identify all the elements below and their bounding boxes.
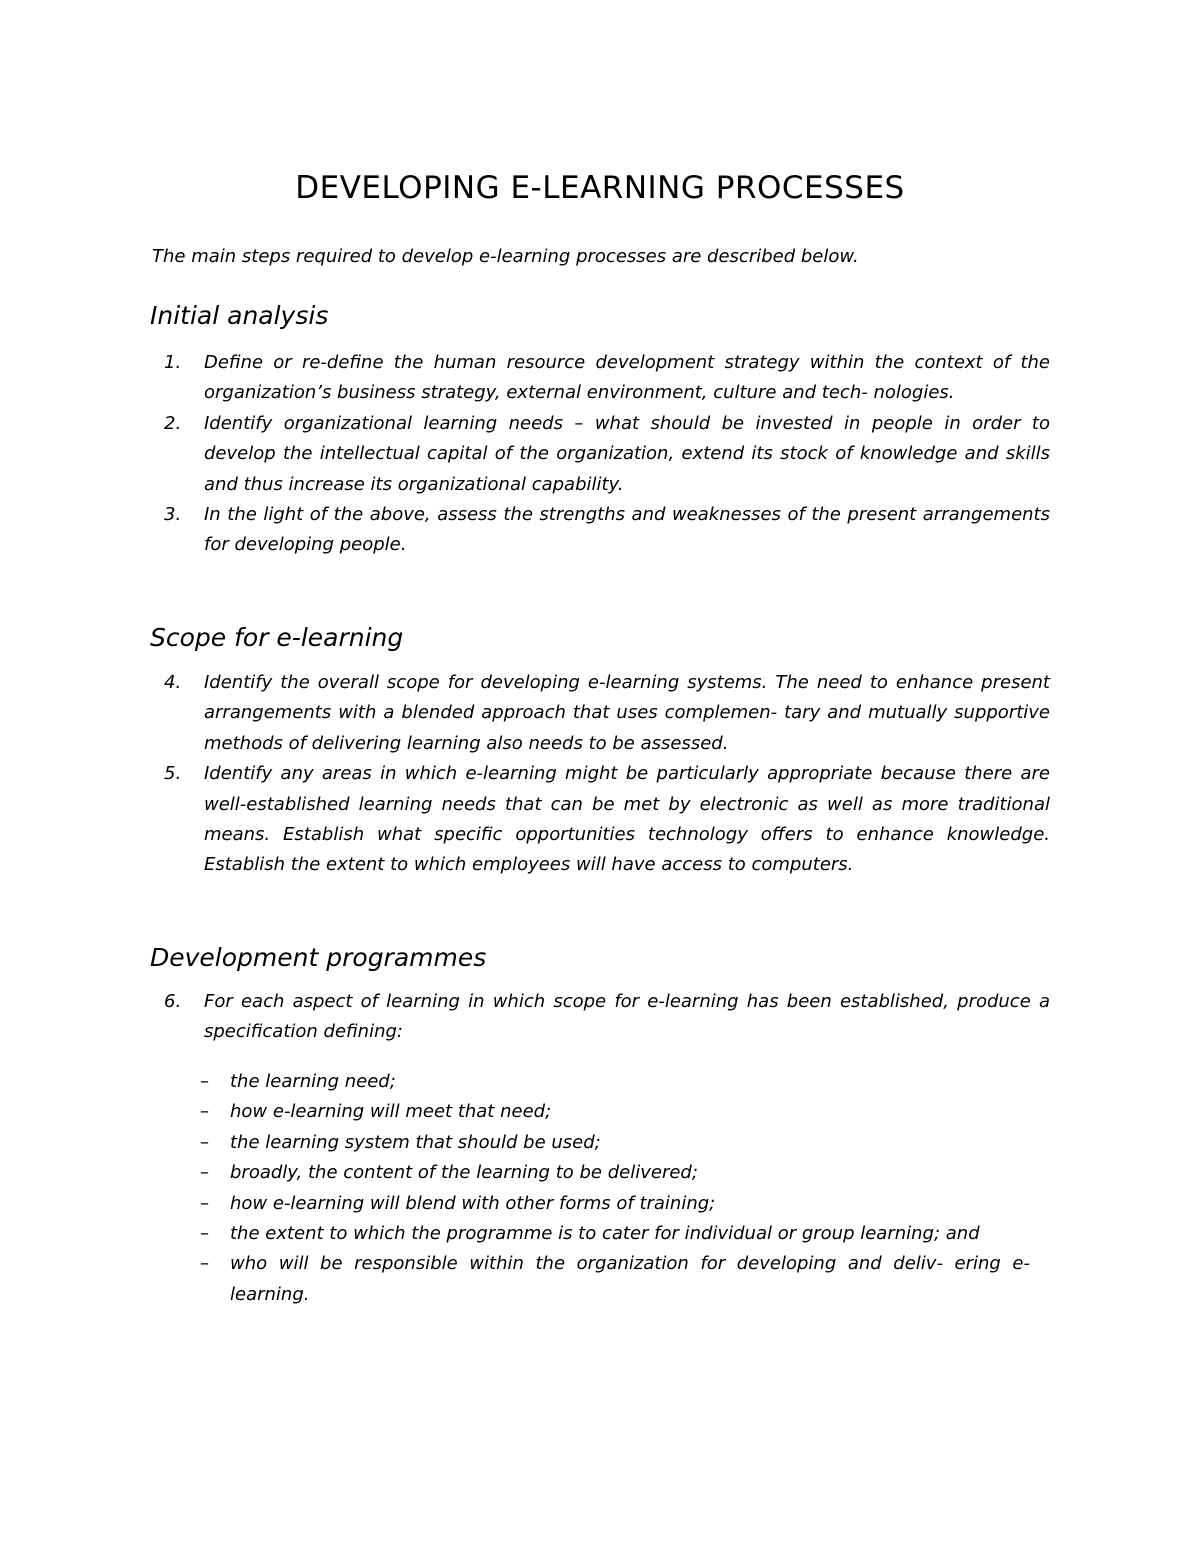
list-item-text: Identify the overall scope for developing e-learning systems. The need to enhance present arrangements with a blended approach that uses complemen- tary and mutually supportive methods of delivering learning also needs to be assessed. xyxy=(204,672,1050,754)
section-heading-scope-for-e-learning: Scope for e-learning xyxy=(150,623,404,652)
document-title: DEVELOPING E-LEARNING PROCESSES xyxy=(295,170,905,206)
intro-paragraph: The main steps required to develop e-learning processes are described below. xyxy=(152,246,859,267)
list-item xyxy=(150,759,1050,881)
list-item-text: Define or re-define the human resource development strategy within the context of the organization’s business strategy, external environment, culture and tech- nologies. xyxy=(204,352,1050,404)
list-item-text: Identify any areas in which e-learning might be particularly appropriate because there are well-established learning needs that can be met by electronic as well as more traditional means. Establish what specific opportunities technology offers to enhance knowledge. Establish the extent to which employees will have access to computers. xyxy=(204,763,1050,876)
dash-item xyxy=(150,1249,1050,1310)
list-item xyxy=(150,668,1050,759)
list-item xyxy=(150,500,1050,561)
list-number: 4. xyxy=(164,672,182,693)
list-number: 1. xyxy=(164,352,182,373)
initial-analysis-list xyxy=(150,348,1050,561)
development-programmes-list xyxy=(150,987,1050,1048)
list-item xyxy=(150,348,1050,409)
scope-for-e-learning-list xyxy=(150,668,1050,881)
list-number: 3. xyxy=(164,504,182,526)
dash-item-text: the learning system that should be used; xyxy=(230,1131,601,1153)
dash-item xyxy=(150,1158,1050,1188)
specification-dash-list xyxy=(150,1067,1050,1310)
dash-item-text: broadly, the content of the learning to be delivered; xyxy=(230,1162,698,1184)
dash-item-text: the learning need; xyxy=(230,1071,396,1092)
dash-bullet: – xyxy=(200,1071,209,1092)
dash-bullet: – xyxy=(200,1223,209,1245)
list-item xyxy=(150,409,1050,500)
dash-item-text: how e-learning will meet that need; xyxy=(230,1101,552,1123)
dash-item xyxy=(150,1097,1050,1127)
section-heading-development-programmes: Development programmes xyxy=(150,943,487,972)
list-item xyxy=(150,987,1050,1048)
section-heading-initial-analysis: Initial analysis xyxy=(150,301,329,330)
dash-item-text: the extent to which the programme is to cater for individual or group learning; and xyxy=(230,1223,980,1245)
list-item-text: Identify organizational learning needs – what should be invested in people in order to develop the intellectual capital of the organization, extend its stock of knowledge and skills and thus increase its organizational capability. xyxy=(204,412,1050,495)
dash-item-text: who will be responsible within the organization for developing and deliv- ering e-learning. xyxy=(230,1253,1030,1305)
dash-bullet: – xyxy=(200,1192,209,1214)
list-item-text: For each aspect of learning in which scope for e-learning has been established, produce a specification defining: xyxy=(204,991,1050,1043)
list-number: 5. xyxy=(164,763,182,785)
dash-bullet: – xyxy=(200,1101,209,1123)
list-item-text: In the light of the above, assess the strengths and weaknesses of the present arrangements for developing people. xyxy=(204,504,1050,556)
dash-item xyxy=(150,1189,1050,1219)
dash-item xyxy=(150,1219,1050,1249)
list-number: 2. xyxy=(164,412,182,434)
dash-bullet: – xyxy=(200,1253,209,1275)
dash-item-text: how e-learning will blend with other forms of training; xyxy=(230,1192,716,1214)
dash-item xyxy=(150,1067,1050,1097)
dash-item xyxy=(150,1128,1050,1158)
list-number: 6. xyxy=(164,991,182,1012)
dash-bullet: – xyxy=(200,1131,209,1153)
dash-bullet: – xyxy=(200,1162,209,1184)
